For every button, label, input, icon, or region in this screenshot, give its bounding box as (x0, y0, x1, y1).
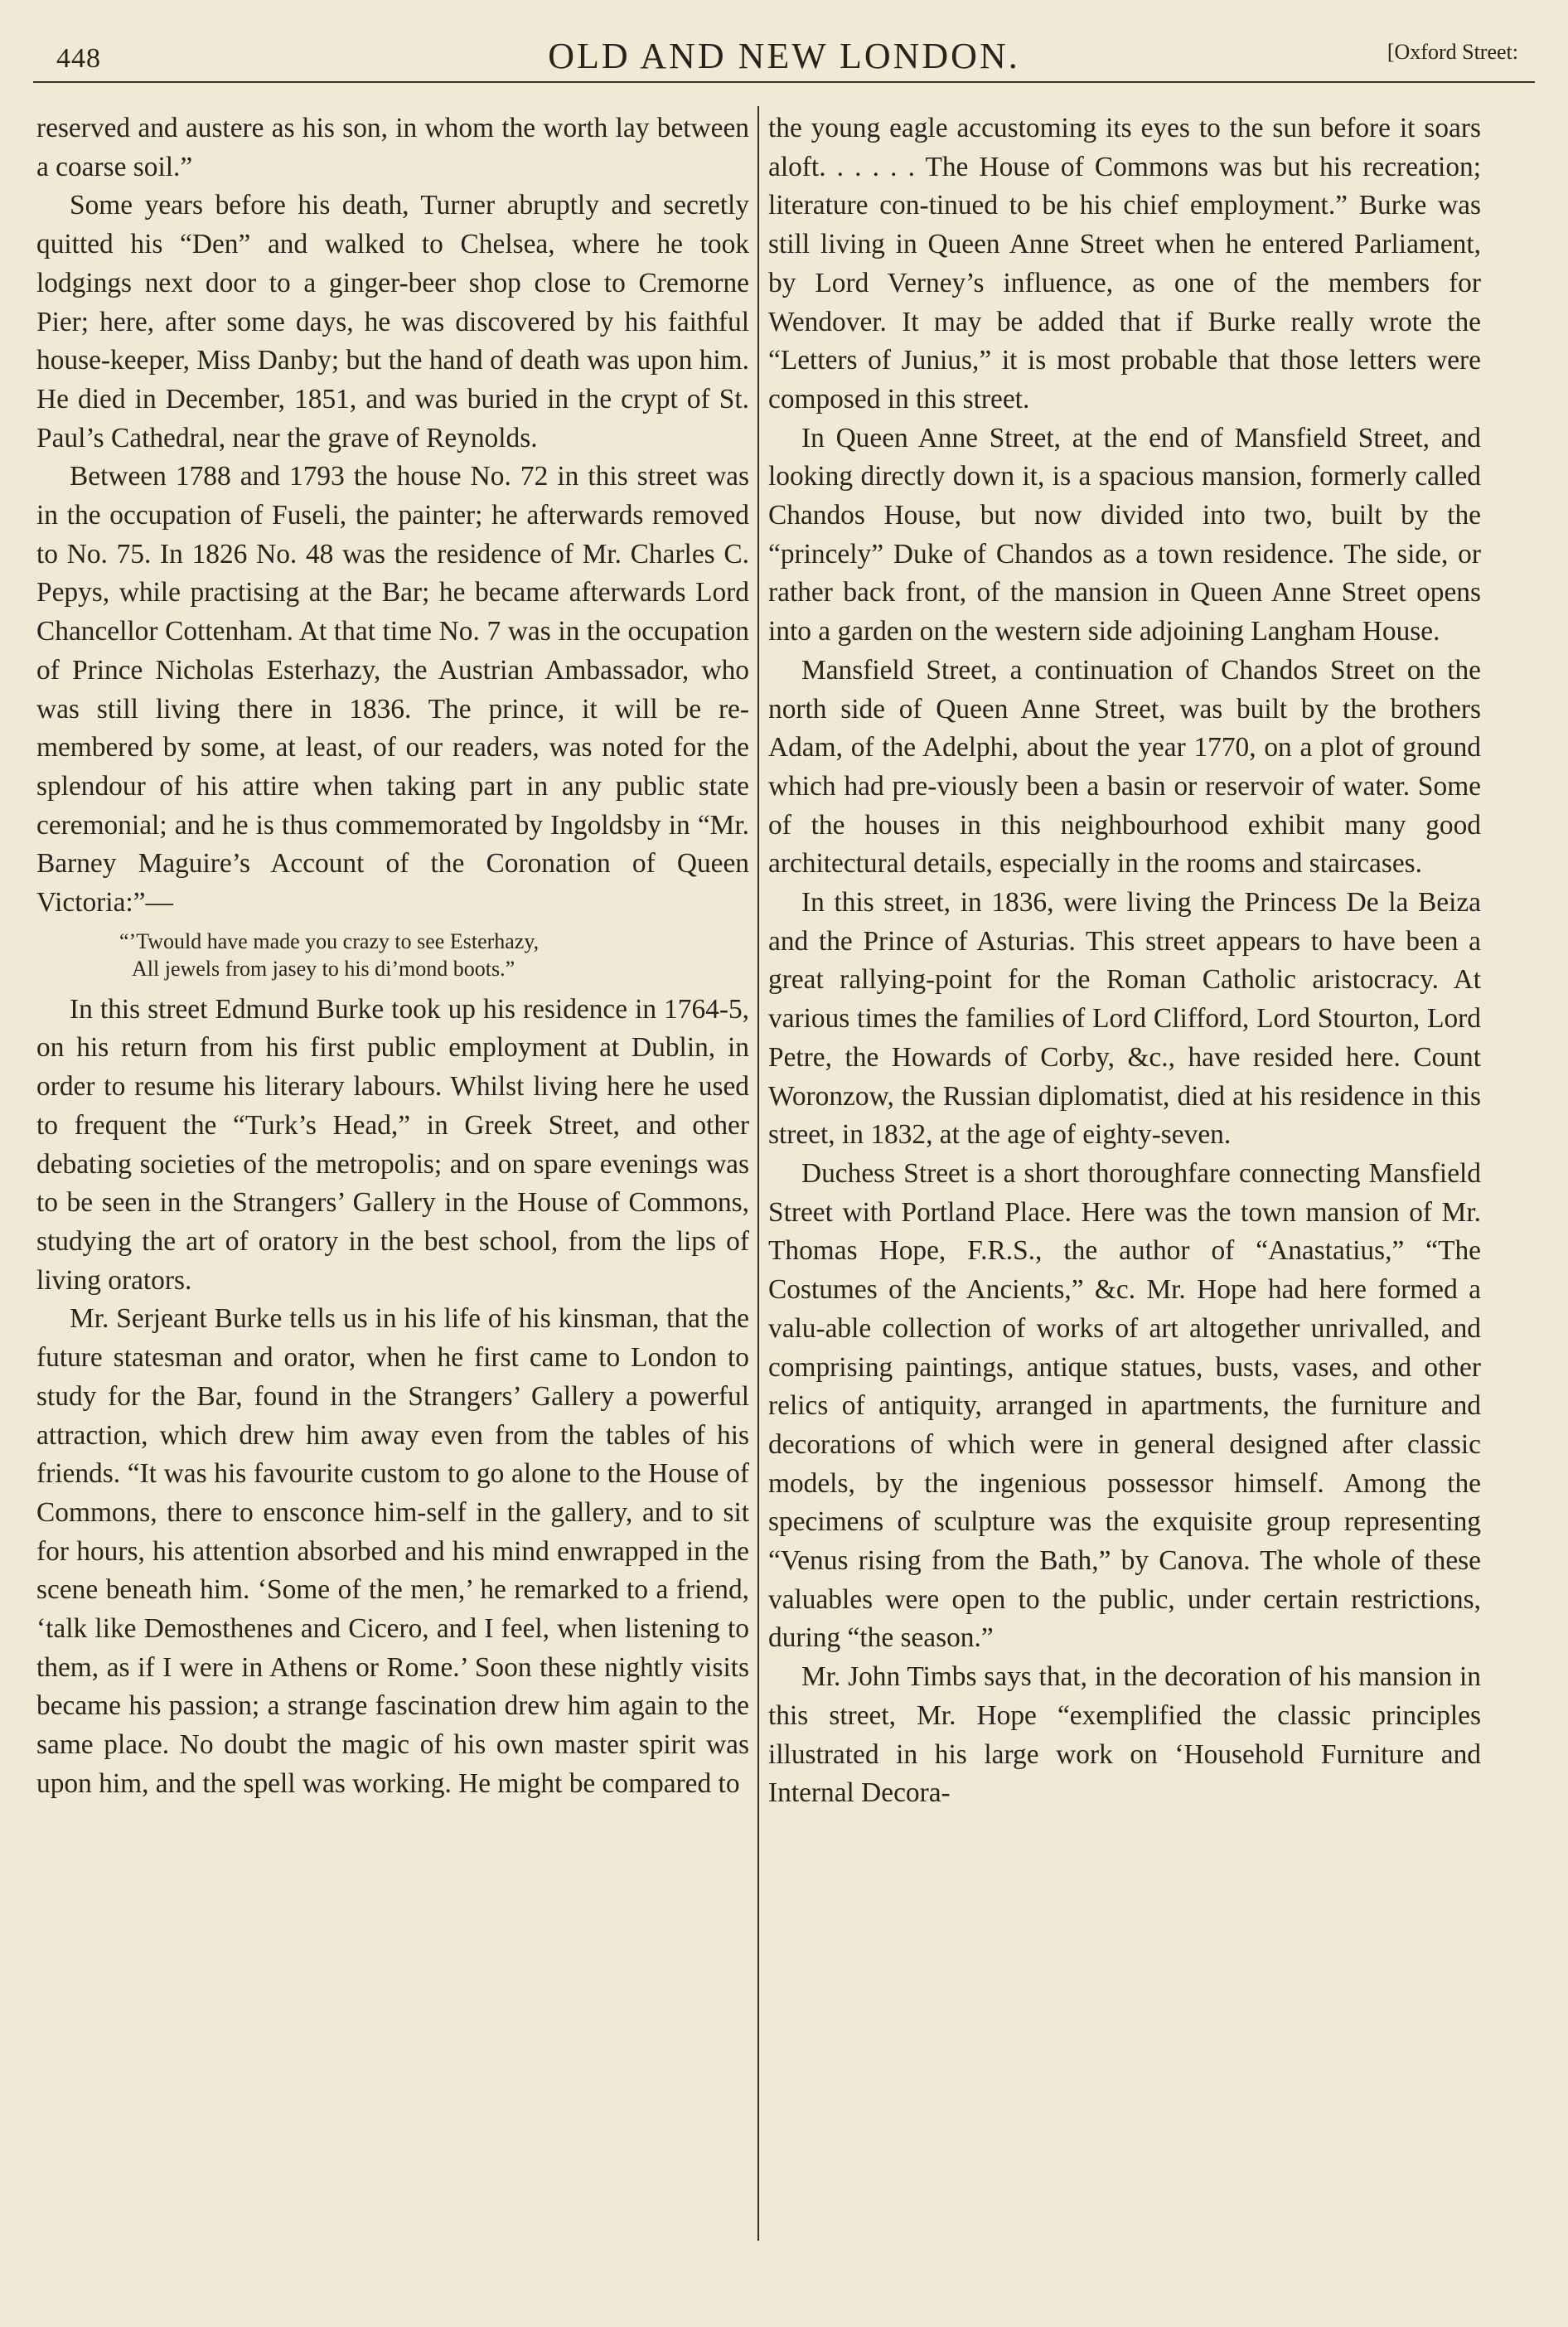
paragraph: In Queen Anne Street, at the end of Mansfield Street, and looking directly down it, is a spacious mansion, formerly called Chandos House, but now divided into two, built by the “princely” Duke of Chandos as a town residence. The side, or rather back front, of the mansion in Queen Anne Street opens into a garden on the western side adjoining Langham House. (768, 422, 1481, 647)
paragraph: Mr. Serjeant Burke tells us in his life of his kinsman, that the future statesman and orator, when he first came to London to study for the Bar, found in the Strangers’ Gallery a powerful attraction, which drew him away even from the tables of his friends. “It was his favourite custom to go alone to the House of Commons, there to ensconce him-self in the gallery, and to sit for hours, his attention absorbed and his mind enwrapped in the scene beneath him. ‘Some of the men,’ he remarked to a friend, ‘talk like Demosthenes and Cicero, and I feel, when listening to them, as if I were in Athens or Rome.’ Soon these nightly visits became his passion; a strange fascination drew him again to the same place. No doubt the magic of his own master spirit was upon him, and the spell was working. He might be compared to (36, 1303, 749, 1799)
running-header (33, 32, 1535, 81)
paragraph: the young eagle accustoming its eyes to the sun before it soars aloft. . . . . . The House of Commons was but his recreation; literature con-tinued to be his chief employment.” Burke was still living in Queen Anne Street when he entered Parliament, by Lord Verney’s influence, as one of the members for Wendover. It may be added that if Burke really wrote the “Letters of Junius,” it is most probable that those letters were composed in this street. (768, 113, 1481, 414)
section-label: [Oxford Street: (1387, 40, 1518, 64)
paragraph: Mansfield Street, a continuation of Chandos Street on the north side of Queen Anne Street, was built by the brothers Adam, of the Adelphi, about the year 1770, on a plot of ground which had pre-viously been a basin or reservoir of water. Some of the houses in this neighbourhood exhibit many good architectural details, especially in the rooms and staircases. (768, 654, 1481, 880)
page-number: 448 (56, 43, 101, 74)
paragraph: Between 1788 and 1793 the house No. 72 in this street was in the occupation of Fuseli, the painter; he afterwards removed to No. 75. In 1826 No. 48 was the residence of Mr. Charles C. Pepys, while practising at the Bar; he became afterwards Lord Chancellor Cottenham. At that time No. 7 was in the occupation of Prince Nicholas Esterhazy, the Austrian Ambassador, who was still living there in 1836. The prince, it will be re-membered by some, at least, of our readers, was noted for the splendour of his attire when taking part in any public state ceremonial; and he is thus commemorated by Ingoldsby in “Mr. Barney Maguire’s Account of the Coronation of Queen Victoria:”— (36, 461, 749, 919)
paragraph: Duchess Street is a short thoroughfare connecting Mansfield Street with Portland Place. Here was the town mansion of Mr. Thomas Hope, F.R.S., the author of “Anastatius,” “The Costumes of the Ancients,” &c. Mr. Hope had here formed a valu-able collection of works of art altogether unrivalled, and comprising paintings, antique statues, busts, vases, and other relics of antiquity, arranged in apartments, the furniture and decorations of which were in general designed after classic models, by the ingenious possessor himself. Among the specimens of sculpture was the exquisite group representing “Venus rising from the Bath,” by Canova. The whole of these valuables were open to the public, under certain restrictions, during “the season.” (768, 1157, 1481, 1654)
paragraph: Mr. John Timbs says that, in the decoration of his mansion in this street, Mr. Hope “exemplified the classic principles illustrated in his large work on ‘Household Furniture and Internal Decora- (768, 1661, 1481, 1809)
right-column (768, 109, 1481, 2232)
verse-line: All jewels from jasey to his di’mond boots.” (132, 956, 515, 981)
header-rule (33, 81, 1535, 83)
column-divider (757, 106, 759, 2241)
verse-line: “’Twould have made you crazy to see Esterhazy, (119, 928, 540, 953)
verse-quote (36, 928, 749, 982)
paragraph: Some years before his death, Turner abruptly and secretly quitted his “Den” and walked to Chelsea, where he took lodgings next door to a ginger-beer shop close to Cremorne Pier; here, after some days, he was discovered by his faithful house-keeper, Miss Danby; but the hand of death was upon him. He died in December, 1851, and was buried in the crypt of St. Paul’s Cathedral, near the grave of Reynolds. (36, 190, 749, 453)
paragraph: reserved and austere as his son, in whom the worth lay between a coarse soil.” (36, 113, 749, 182)
paragraph: In this street Edmund Burke took up his residence in 1764-5, on his return from his first public employment at Dublin, in order to resume his literary labours. Whilst living here he used to frequent the “Turk’s Head,” in Greek Street, and other debating societies of the metropolis; and on spare evenings was to be seen in the Strangers’ Gallery in the House of Commons, studying the art of oratory in the best school, from the lips of living orators. (36, 993, 749, 1296)
paragraph: In this street, in 1836, were living the Princess De la Beiza and the Prince of Asturias. This street appears to have been a great rallying-point for the Roman Catholic aristocracy. At various times the families of Lord Clifford, Lord Stourton, Lord Petre, the Howards of Corby, &c., have resided here. Count Woronzow, the Russian diplomatist, died at his residence in this street, in 1832, at the age of eighty-seven. (768, 887, 1481, 1151)
left-column (36, 109, 749, 2232)
page-title: OLD AND NEW LONDON. (548, 36, 1020, 76)
